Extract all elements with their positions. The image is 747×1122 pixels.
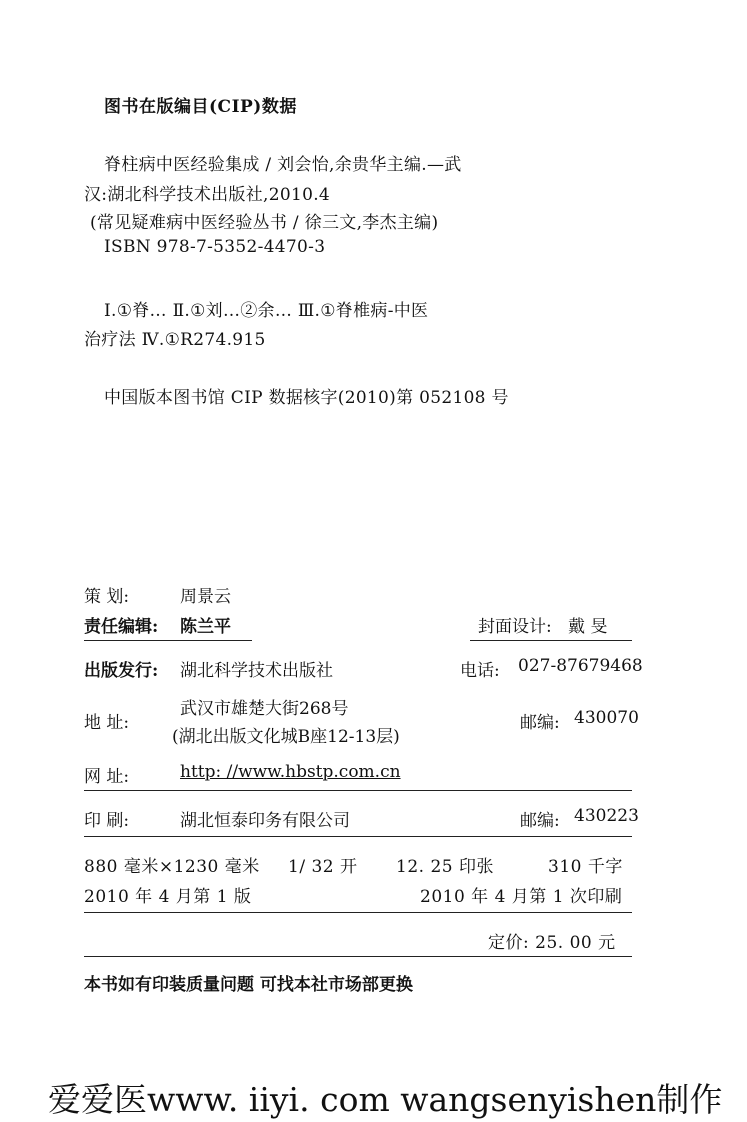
printer-name: 湖北恒泰印务有限公司 bbox=[180, 811, 350, 831]
cip-classification-line: Ⅰ.①脊… Ⅱ.①刘…②余… Ⅲ.①脊椎病-中医 bbox=[104, 301, 429, 321]
editor-label: 责任编辑: bbox=[84, 617, 159, 637]
printer-label: 印 刷: bbox=[84, 811, 130, 831]
cip-title-line: 脊柱病中医经验集成 / 刘会怡,余贵华主编.—武 bbox=[104, 155, 462, 175]
publisher-postcode: 430070 bbox=[574, 708, 639, 728]
address-line-2: (湖北出版文化城B座12-13层) bbox=[172, 727, 400, 747]
phone-label: 电话: bbox=[460, 661, 500, 681]
price-rule bbox=[84, 956, 632, 957]
word-count: 310 千字 bbox=[548, 857, 623, 877]
specs-rule bbox=[84, 912, 632, 913]
editor-name: 陈兰平 bbox=[180, 617, 231, 637]
book-size: 1/ 32 开 bbox=[288, 857, 358, 877]
printer-postcode: 430223 bbox=[574, 806, 639, 826]
cip-publisher-line: 汉:湖北科学技术出版社,2010.4 bbox=[84, 185, 331, 205]
cip-isbn-line: ISBN 978-7-5352-4470-3 bbox=[104, 237, 326, 257]
planner-label: 策 划: bbox=[84, 587, 130, 607]
website-link[interactable]: http: //www.hbstp.com.cn bbox=[180, 762, 401, 782]
printing: 2010 年 4 月第 1 次印刷 bbox=[420, 887, 623, 907]
website-label: 网 址: bbox=[84, 767, 130, 787]
publisher-label: 出版发行: bbox=[84, 661, 159, 681]
printed-sheets: 12. 25 印张 bbox=[396, 857, 494, 877]
watermark-text: 爱爱医www. iiyi. com wangsenyishen制作 bbox=[48, 1080, 723, 1119]
cover-designer-label: 封面设计: bbox=[478, 617, 552, 637]
publisher-name: 湖北科学技术出版社 bbox=[180, 661, 333, 681]
printer-postcode-label: 邮编: bbox=[520, 811, 560, 831]
cip-series-line: (常见疑难病中医经验丛书 / 徐三文,李杰主编) bbox=[90, 213, 439, 233]
planner-name: 周景云 bbox=[180, 587, 231, 607]
publisher-rule bbox=[84, 790, 632, 791]
cip-record-number: 中国版本图书馆 CIP 数据核字(2010)第 052108 号 bbox=[104, 388, 509, 408]
cip-heading: 图书在版编目(CIP)数据 bbox=[104, 97, 297, 117]
quality-notice: 本书如有印装质量问题 可找本社市场部更换 bbox=[84, 975, 413, 995]
price: 定价: 25. 00 元 bbox=[488, 933, 616, 953]
editor-rule bbox=[84, 640, 252, 641]
address-label: 地 址: bbox=[84, 713, 130, 733]
paper-format: 880 毫米×1230 毫米 bbox=[84, 857, 260, 877]
cover-designer-name: 戴 旻 bbox=[568, 617, 608, 637]
cip-classification-line-2: 治疗法 Ⅳ.①R274.915 bbox=[84, 330, 266, 350]
cover-rule bbox=[470, 640, 632, 641]
edition: 2010 年 4 月第 1 版 bbox=[84, 887, 252, 907]
printer-rule bbox=[84, 836, 632, 837]
phone-number: 027-87679468 bbox=[518, 656, 643, 676]
address-line-1: 武汉市雄楚大街268号 bbox=[180, 699, 349, 719]
publisher-postcode-label: 邮编: bbox=[520, 713, 560, 733]
